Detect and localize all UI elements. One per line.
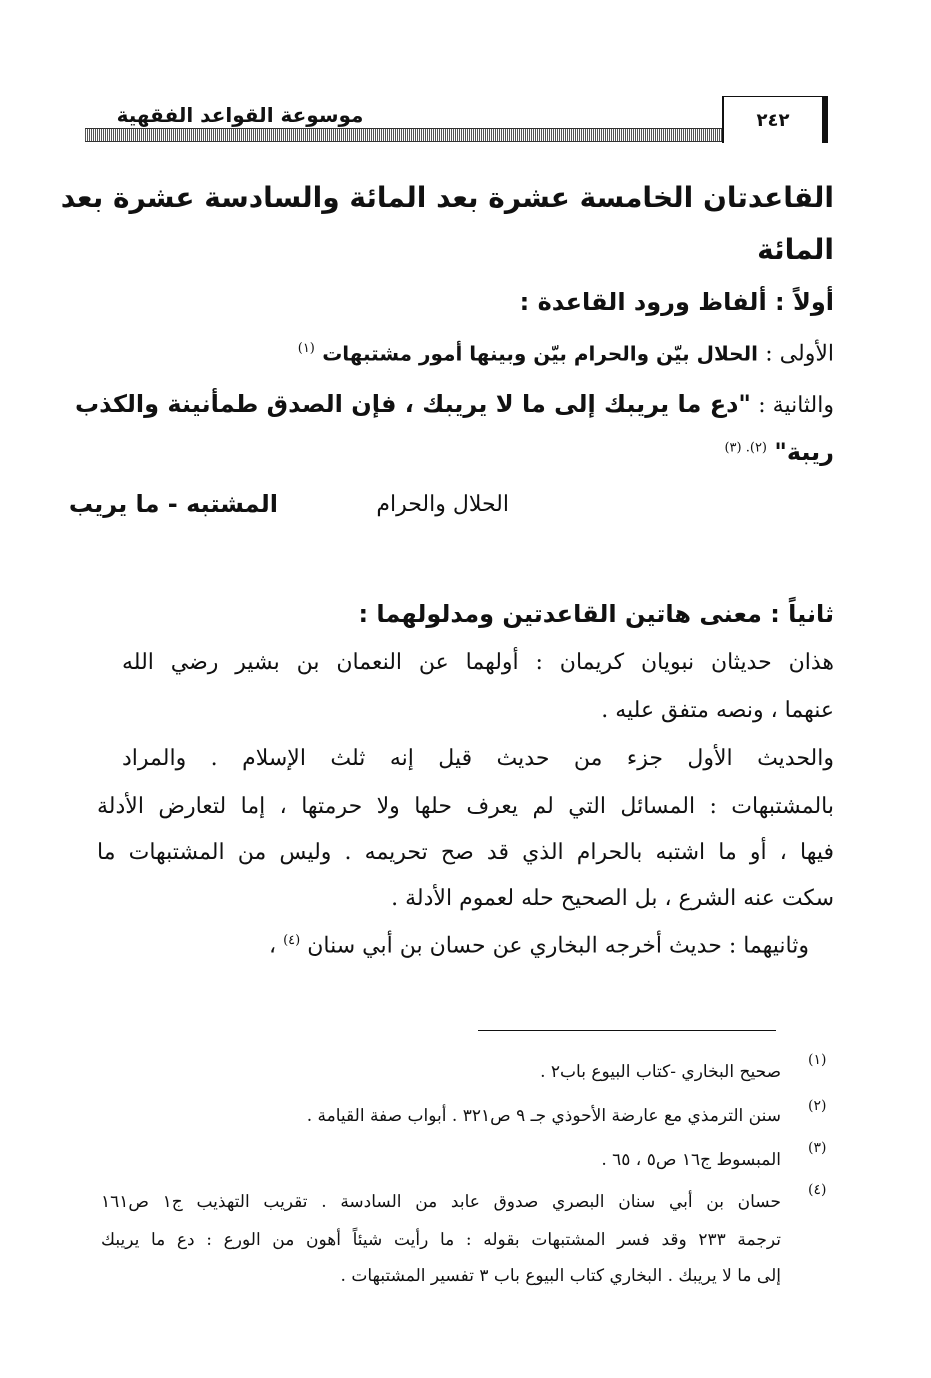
footnote-3-text: المبسوط ج١٦ ص٥ ، ٦٥ . <box>601 1150 781 1170</box>
footnote-1-number: (١) <box>808 1052 827 1068</box>
footnote-4-line3: إلى ما لا يريبك . البخاري كتاب البيوع باب ٣ تفسير المشتبهات . <box>340 1266 781 1286</box>
section2-title: ثانياً : معنى هاتين القاعدتين ومدلولهما : <box>358 600 834 628</box>
footnote-1-text: صحيح البخاري -كتاب البيوع باب٢ . <box>540 1062 781 1082</box>
footnote-separator <box>478 1030 776 1031</box>
section1-title: أولاً : ألفاظ ورود القاعدة : <box>519 288 834 316</box>
second-wording-line2 <box>724 440 834 465</box>
para1-line2: عنهما ، ونصه متفق عليه . <box>601 698 834 723</box>
book-title: موسوعة القواعد الفقهية <box>116 103 364 127</box>
footnote-2-text: سنن الترمذي مع عارضة الأحوذي جـ ٩ ص٣٢١ . أبواب صفة القيامة . <box>306 1106 781 1126</box>
second-wording-line1 <box>75 392 834 417</box>
first-wording <box>298 342 834 366</box>
para1-line1: هذان حديثان نبويان كريمان : أولهما عن النعمان بن بشير رضي الله <box>122 650 834 675</box>
para2-line2: بالمشتبهات : المسائل التي لم يعرف حلها ولا حرمتها ، إما لتعارض الأدلة <box>97 794 834 819</box>
second-text-1: "دع ما يريبك إلى ما لا يريبك ، فإن الصدق طمأنينة والكذب <box>74 390 751 418</box>
para2-line1: والحديث الأول جزء من حديث قيل إنه ثلث الإسلام . والمراد <box>122 746 834 771</box>
para3-comma: ، <box>268 933 277 959</box>
second-text-2: ريبة" <box>774 438 834 466</box>
footnote-3-number: (٣) <box>808 1140 827 1156</box>
header-rule <box>85 128 825 142</box>
rule-heading-line2: المائة <box>757 233 834 266</box>
footnote-4-number: (٤) <box>808 1182 827 1198</box>
rule-heading-line1: القاعدتان الخامسة عشرة بعد المائة والسادسة عشرة بعد <box>60 181 834 214</box>
para2-line4: سكت عنه الشرع ، بل الصحيح حله لعموم الأدلة . <box>391 886 834 911</box>
para3-line1 <box>269 934 809 957</box>
footnote-ref-2-3: (٢). (٣) <box>724 440 767 456</box>
para2-line3: فيها ، أو ما اشتبه بالحرام الذي قد صح تحريمه . وليس من المشتبهات ما <box>97 840 834 865</box>
summary-halal-haram: الحلال والحرام <box>376 492 509 517</box>
page-number: ٢٤٢ <box>722 96 828 143</box>
footnote-ref-4: (٤) <box>283 933 301 948</box>
footnote-2-number: (٢) <box>808 1098 827 1114</box>
footnote-4-line2: ترجمة ٢٣٣ وقد فسر المشتبهات بقوله : ما رأيت شيئاً أهون من الورع : دع ما يريبك <box>101 1230 781 1250</box>
para3-text: وثانيهما : حديث أخرجه البخاري عن حسان بن أبي سنان <box>307 933 809 959</box>
first-text: الحلال بيّن والحرام بيّن وبينها أمور مشتبهات <box>322 341 758 366</box>
summary-mushtabah: المشتبه - ما يريب <box>68 490 278 518</box>
footnote-ref-1: (١) <box>297 341 315 356</box>
footnote-4-line1: حسان بن أبي سنان البصري صدوق عابد من السادسة . تقريب التهذيب ج١ ص١٦١ <box>101 1192 781 1212</box>
first-label: الأولى : <box>765 341 834 367</box>
second-label: والثانية : <box>758 393 834 418</box>
